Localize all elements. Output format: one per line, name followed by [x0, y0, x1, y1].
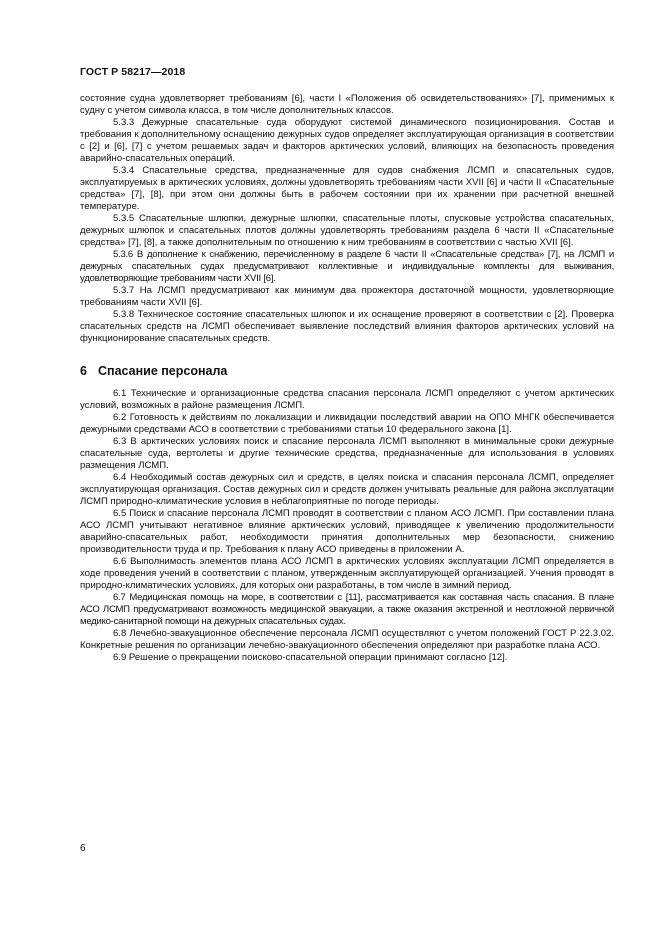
paragraph-6-7: 6.7 Медицинская помощь на море, в соответствии с [11], рассматривается как составная часть спасания. В плане АСО ЛСМП предусматривают возможность медицинской эвакуации, а также оказания экстренной и неотложной первичной медико-санитарной помощи на дежурных спасательных судах. — [80, 592, 614, 627]
paragraph-5-3-7: 5.3.7 На ЛСМП предусматривают как минимум два прожектора достаточной мощности, удовлетворяющие требованиям части XVII [6]. — [80, 285, 614, 308]
paragraph-6-4: 6.4 Необходимый состав дежурных сил и средств, в целях поиска и спасания персонала ЛСМП, определяет эксплуатирующая организация. Состав дежурных сил и средств должен учитывать реальные для района эксплуатации ЛСМП природно-климатические условия в неблагоприятные по погоде периоды. — [80, 472, 614, 507]
paragraph-5-3-8: 5.3.8 Техническое состояние спасательных шлюпок и их оснащение проверяют в соответствии с [2]. Проверка спасательных средств на ЛСМП обеспечивает выявление последствий влияния факторов арктических условий на функционирование спасательных средств. — [80, 309, 614, 344]
paragraph-6-9: 6.9 Решение о прекращении поисково-спасательной операции принимают согласно [12]. — [113, 652, 508, 663]
section-title: Спасание персонала — [98, 364, 228, 378]
document-header: ГОСТ Р 58217—2018 — [80, 66, 186, 78]
paragraph-6-6: 6.6 Выполнимость элементов плана АСО ЛСМП в арктических условиях эксплуатации ЛСМП определяется в ходе проведения учений в соответствии с планом, утвержденным эксплуатирующей организацией. Учения проводят в природно-климатических условиях, для которых они разработаны, в том числе в зимний период. — [80, 556, 614, 591]
page-content — [80, 93, 614, 664]
page-number: 6 — [80, 843, 86, 854]
paragraph-6-8: 6.8 Лечебно-эвакуационное обеспечение персонала ЛСМП осуществляют с учетом положений ГОСТ Р 22.3.02. Конкретные решения по организации лечебно-эвакуационного обеспечения определяют при разработке плана АСО. — [80, 628, 614, 651]
paragraph-5-3-5: 5.3.5 Спасательные шлюпки, дежурные шлюпки, спасательные плоты, спусковые устройства спасательных, дежурных шлюпок и спасательных плотов должны удовлетворять требованиям раздела 6 части II «Спасательные средства» [7], [8], а также дополнительным по отношению к ним требованиям в соответствии с частью XVII [6]. — [80, 213, 614, 248]
paragraph-6-5: 6.5 Поиск и спасание персонала ЛСМП проводят в соответствии с планом АСО ЛСМП. При составлении плана АСО ЛСМП учитывают негативное влияние арктических условий, приводящее к увеличению продолжительности аварийно-спасательных работ, необходимости принятия дополнительных мер безопасности, снижению производительности труда и пр. Требования к плану АСО приведены в приложении А. — [80, 508, 614, 555]
paragraph-6-1: 6.1 Технические и организационные средства спасания персонала ЛСМП определяют с учетом арктических условий, возможных в районе размещения ЛСМП. — [80, 388, 614, 411]
paragraph-5-3-3: 5.3.3 Дежурные спасательные суда оборудуют системой динамического позиционирования. Состав и требования к дополнительному оснащению дежурных судов определяет эксплуатирующая организация в соответствии с [2] и [6], [7] с учетом решаемых задач и факторов арктических условий, влияющих на безопасность проведения аварийно-спасательных операций. — [80, 117, 614, 164]
paragraph-6-2: 6.2 Готовность к действиям по локализации и ликвидации последствий аварии на ОПО МНГК обеспечивается дежурными средствами АСО в соответствии с требованиями статьи 10 федерального закона [1]. — [80, 412, 614, 435]
section-number: 6 — [80, 364, 87, 378]
paragraph-5-3-4: 5.3.4 Спасательные средства, предназначенные для судов снабжения ЛСМП и спасательных судов, эксплуатируемых в арктических условиях, должны удовлетворять требованиям части XVII [6] и части II «Спасательные средства» [7], [8], при этом они должны быть в рабочем состоянии при их хранении при расчетной внешней температуре. — [80, 165, 614, 212]
section-heading — [80, 364, 614, 379]
paragraph: состояние судна удовлетворяет требованиям [6], части I «Положения об освидетельствованиях» [7], применимых к судну с учетом символа класса, в том числе дополнительных классов. — [80, 93, 614, 116]
paragraph-6-3: 6.3 В арктических условиях поиск и спасание персонала ЛСМП выполняют в минимальные сроки дежурные спасательные суда, вертолеты и другие технические средства, предназначенные для использования в условиях размещения ЛСМП. — [80, 436, 614, 471]
paragraph-5-3-6: 5.3.6 В дополнение к снабжению, перечисленному в разделе 6 части II «Спасательные средства» [7], на ЛСМП и дежурных спасательных судах предусматривают коллективные и индивидуальные комплекты для выживания, удовлетворяющие требованиям части XVII [6]. — [80, 249, 614, 284]
